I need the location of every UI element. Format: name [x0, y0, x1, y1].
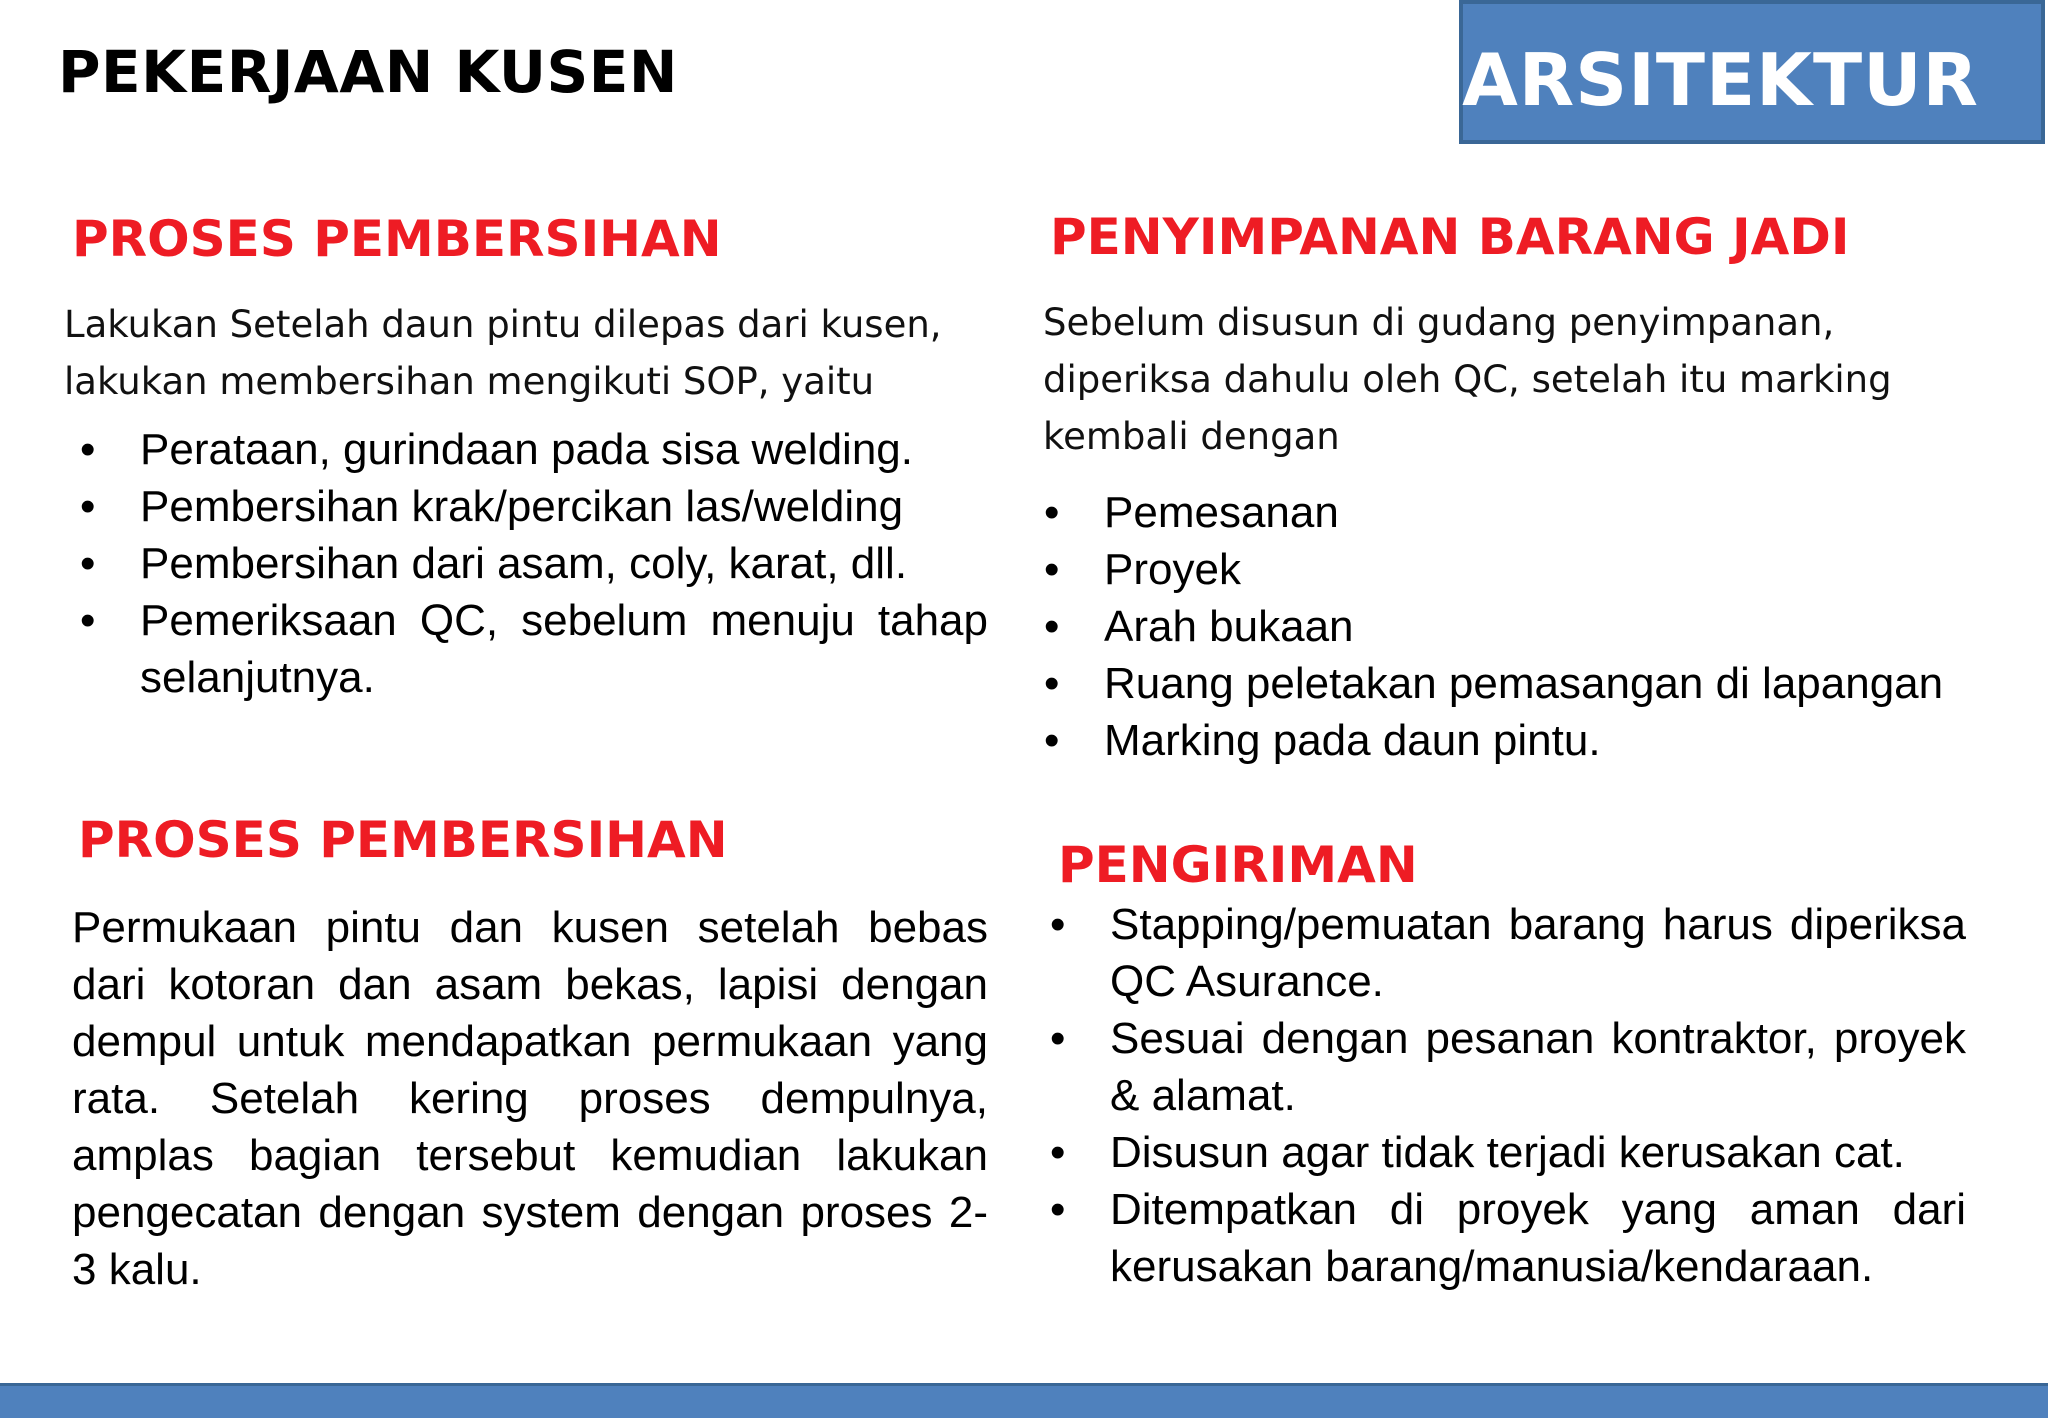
bullet-icon: •	[1050, 1128, 1066, 1177]
list-item	[1046, 1010, 1966, 1124]
list-item-text: Sesuai dengan pesanan kontraktor, proyek & alamat.	[1110, 1014, 1966, 1120]
right-top-bullet-list	[1040, 484, 1952, 769]
left-top-bullet-list	[76, 421, 988, 706]
list-item	[1046, 1124, 1966, 1181]
bullet-icon: •	[1050, 1014, 1066, 1063]
list-item-text: Arah bukaan	[1104, 602, 1354, 651]
list-item-text: Disusun agar tidak terjadi kerusakan cat.	[1110, 1128, 1905, 1177]
bullet-icon: •	[80, 596, 96, 645]
list-item-text: Perataan, gurindaan pada sisa welding.	[140, 425, 913, 474]
bullet-icon: •	[80, 482, 96, 531]
list-item-text: Pembersihan dari asam, coly, karat, dll.	[140, 539, 908, 588]
list-item	[1040, 598, 1952, 655]
right-bottom-heading: PENGIRIMAN	[1058, 836, 1418, 894]
list-item-text: Stapping/pemuatan barang harus diperiksa QC Asurance.	[1110, 900, 1966, 1006]
left-top-intro: Lakukan Setelah daun pintu dilepas dari kusen, lakukan membersihan mengikuti SOP, yaitu	[64, 303, 942, 403]
list-item	[76, 421, 988, 478]
list-item-text: Ditempatkan di proyek yang aman dari kerusakan barang/manusia/kendaraan.	[1110, 1185, 1966, 1291]
bullet-icon: •	[80, 425, 96, 474]
category-badge	[1459, 0, 2045, 144]
bullet-icon: •	[1044, 716, 1060, 765]
list-item	[76, 535, 988, 592]
page-title: PEKERJAAN KUSEN	[58, 38, 678, 106]
list-item	[1046, 1181, 1966, 1295]
bullet-icon: •	[1050, 900, 1066, 949]
bullet-icon: •	[1044, 602, 1060, 651]
list-item-text: Proyek	[1104, 545, 1241, 594]
list-item-text: Marking pada daun pintu.	[1104, 716, 1601, 765]
list-item	[1040, 484, 1952, 541]
list-item	[1046, 896, 1966, 1010]
list-item	[1040, 541, 1952, 598]
right-top-intro: Sebelum disusun di gudang penyimpanan, diperiksa dahulu oleh QC, setelah itu marking kembali dengan	[1043, 301, 1892, 458]
bullet-icon: •	[1044, 488, 1060, 537]
left-bottom-paragraph: Permukaan pintu dan kusen setelah bebas dari kotoran dan asam bekas, lapisi dengan dempul untuk mendapatkan permukaan yang rata. Setelah kering proses dempulnya, amplas bagian tersebut kemudian lakukan pengecatan dengan system dengan proses 2-3 kalu.	[72, 903, 988, 1294]
left-top-heading: PROSES PEMBERSIHAN	[72, 210, 722, 268]
bullet-icon: •	[1044, 659, 1060, 708]
list-item	[76, 592, 988, 706]
category-badge-label: ARSITEKTUR	[1462, 38, 1979, 122]
list-item	[1040, 712, 1952, 769]
left-bottom-heading: PROSES PEMBERSIHAN	[78, 811, 728, 869]
bottom-bar	[0, 1383, 2048, 1418]
bullet-icon: •	[80, 539, 96, 588]
list-item	[76, 478, 988, 535]
right-bottom-bullet-list	[1046, 896, 1966, 1295]
list-item	[1040, 655, 1952, 712]
list-item-text: Pemesanan	[1104, 488, 1339, 537]
right-top-heading: PENYIMPANAN BARANG JADI	[1050, 208, 1850, 266]
bullet-icon: •	[1050, 1185, 1066, 1234]
list-item-text: Pemeriksaan QC, sebelum menuju tahap selanjutnya.	[140, 596, 988, 702]
bullet-icon: •	[1044, 545, 1060, 594]
list-item-text: Pembersihan krak/percikan las/welding	[140, 482, 904, 531]
list-item-text: Ruang peletakan pemasangan di lapangan	[1104, 659, 1944, 708]
